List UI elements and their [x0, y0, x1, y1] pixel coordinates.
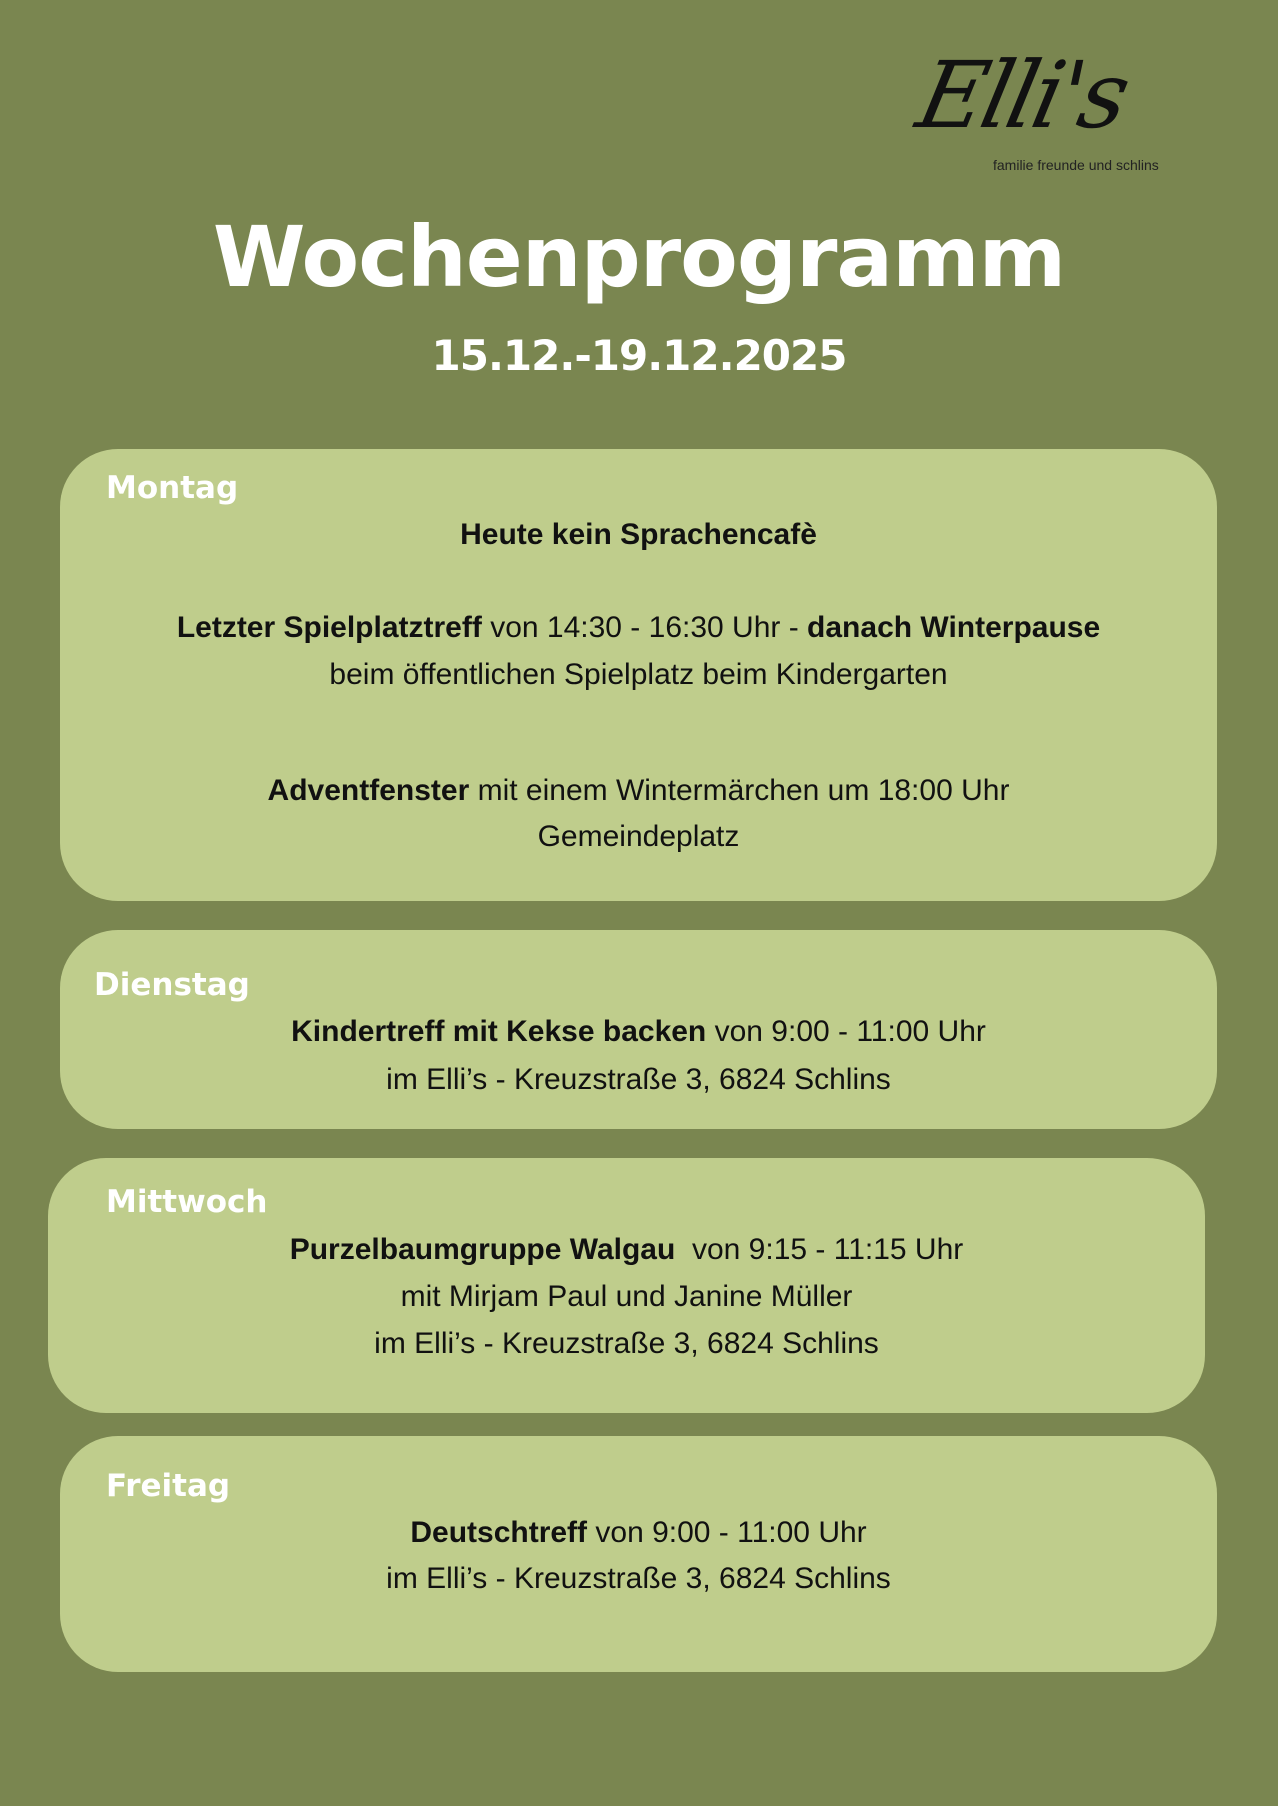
event-detail: von 9:00 - 11:00 Uhr — [587, 1516, 867, 1549]
day-label: Montag — [106, 470, 239, 506]
event-line — [60, 613, 1217, 643]
logo-script: Elli's — [908, 42, 1136, 149]
event-line — [60, 776, 1217, 806]
event-detail: mit Mirjam Paul und Janine Müller — [400, 1280, 853, 1313]
event-note: danach Winterpause — [807, 611, 1101, 644]
event-detail: von 9:15 - 11:15 Uhr — [675, 1233, 964, 1266]
event-line — [60, 1564, 1217, 1594]
event-title: Letzter Spielplatztreff — [176, 611, 482, 644]
day-card-mittwoch — [48, 1158, 1205, 1413]
page-title: Wochenprogramm — [212, 208, 1066, 306]
event-title: Kindertreff mit Kekse backen — [291, 1015, 707, 1048]
logo — [908, 42, 1250, 180]
day-label: Dienstag — [94, 967, 250, 1003]
event-detail: Gemeindeplatz — [537, 820, 740, 853]
day-card-dienstag — [60, 930, 1217, 1129]
day-label: Mittwoch — [106, 1184, 268, 1220]
logo-tagline: familie freunde und schlins — [993, 157, 1159, 173]
event-line — [60, 1518, 1217, 1548]
event-title: Purzelbaumgruppe Walgau — [289, 1233, 676, 1266]
day-card-freitag — [60, 1436, 1217, 1672]
event-line — [48, 1282, 1205, 1312]
event-detail: im Elli’s - Kreuzstraße 3, 6824 Schlins — [386, 1562, 891, 1595]
event-line — [60, 1017, 1217, 1047]
event-line — [48, 1235, 1205, 1265]
event-title: Heute kein Sprachencafè — [460, 518, 817, 551]
event-detail: beim öffentlichen Spielplatz beim Kindergarten — [329, 658, 948, 691]
event-detail: von 9:00 - 11:00 Uhr — [706, 1015, 986, 1048]
day-label: Freitag — [106, 1468, 231, 1504]
day-card-montag — [60, 449, 1217, 901]
event-line — [60, 822, 1217, 852]
date-range: 15.12.-19.12.2025 — [431, 331, 847, 380]
event-detail: von 14:30 - 16:30 Uhr - — [481, 611, 808, 644]
event-title: Deutschtreff — [410, 1516, 588, 1549]
event-detail: im Elli’s - Kreuzstraße 3, 6824 Schlins — [386, 1063, 891, 1096]
event-line — [60, 1065, 1217, 1095]
event-detail: mit einem Wintermärchen um 18:00 Uhr — [469, 774, 1010, 807]
event-line — [48, 1329, 1205, 1359]
event-detail: im Elli’s - Kreuzstraße 3, 6824 Schlins — [374, 1327, 879, 1360]
event-line — [60, 660, 1217, 690]
event-title: Adventfenster — [267, 774, 470, 807]
event-line — [60, 520, 1217, 550]
